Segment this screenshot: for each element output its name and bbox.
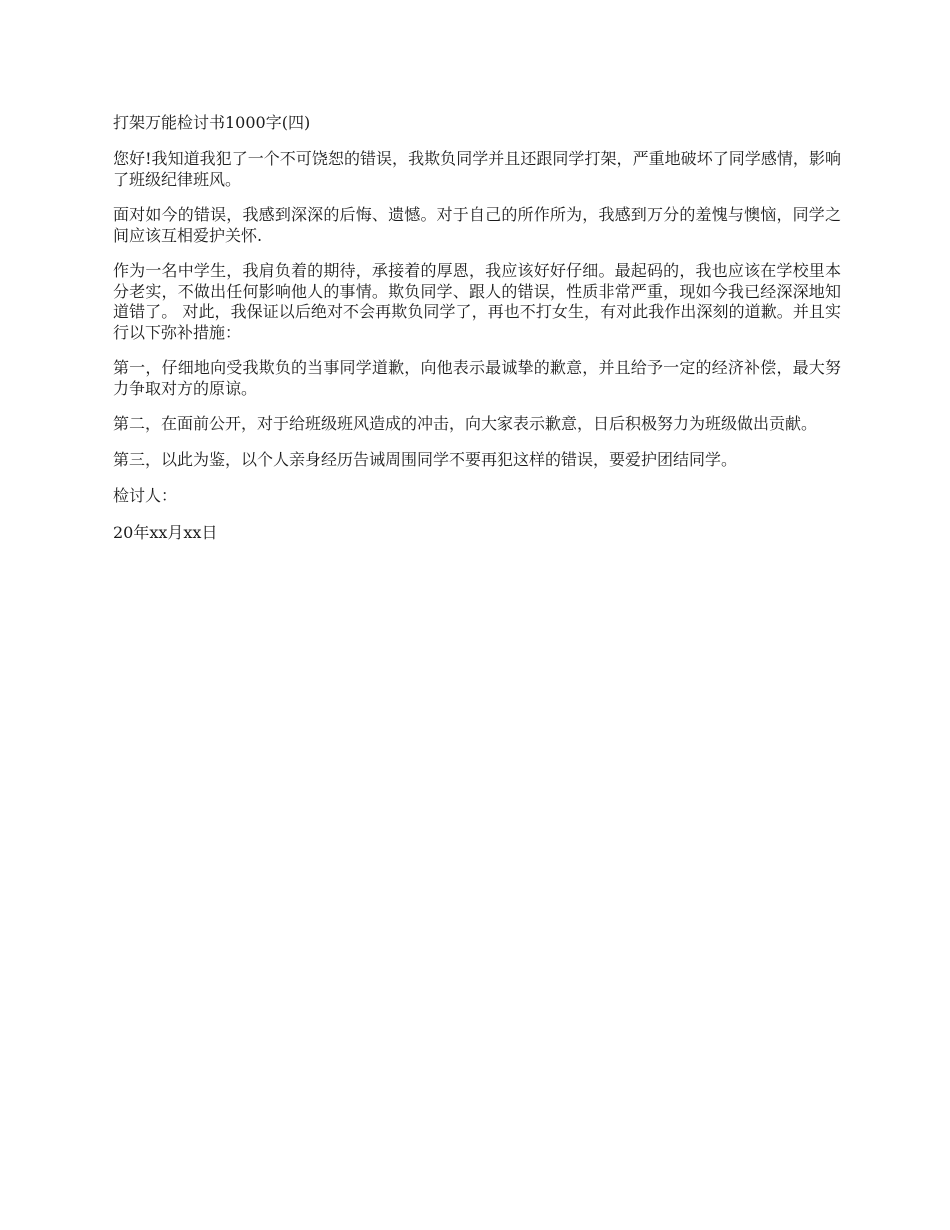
paragraph-measure-1: 第一，仔细地向受我欺负的当事同学道歉，向他表示最诚挚的歉意，并且给予一定的经济补偿，最大努力争取对方的原谅。 [113, 358, 841, 398]
paragraph-reflection: 作为一名中学生，我肩负着的期待，承接着的厚恩，我应该好好仔细。最起码的，我也应该在学校里本分老实，不做出任何影响他人的事情。欺负同学、跟人的错误，性质非常严重，现如今我已经深深地知道错了。 对此，我保证以后绝对不会再欺负同学了，再也不打女生，有对此我作出深刻的道歉。并且实行以下弥补措施： [113, 261, 841, 342]
document-date: 20年xx月xx日 [113, 523, 218, 542]
signer-label: 检讨人： [113, 486, 178, 505]
document-title: 打架万能检讨书1000字(四) [113, 113, 311, 132]
document-page [113, 112, 841, 559]
paragraph-greeting: 您好!我知道我犯了一个不可饶恕的错误，我欺负同学并且还跟同学打架，严重地破坏了同学感情，影响了班级纪律班风。 [113, 149, 841, 189]
paragraph-regret: 面对如今的错误，我感到深深的后悔、遗憾。对于自己的所作所为，我感到万分的羞愧与懊恼，同学之间应该互相爱护关怀. [113, 205, 841, 245]
paragraph-measure-3: 第三，以此为鉴，以个人亲身经历告诫周围同学不要再犯这样的错误，要爱护团结同学。 [113, 449, 738, 469]
paragraph-measure-2: 第二，在面前公开，对于给班级班风造成的冲击，向大家表示歉意，日后积极努力为班级做出贡献。 [113, 414, 818, 433]
